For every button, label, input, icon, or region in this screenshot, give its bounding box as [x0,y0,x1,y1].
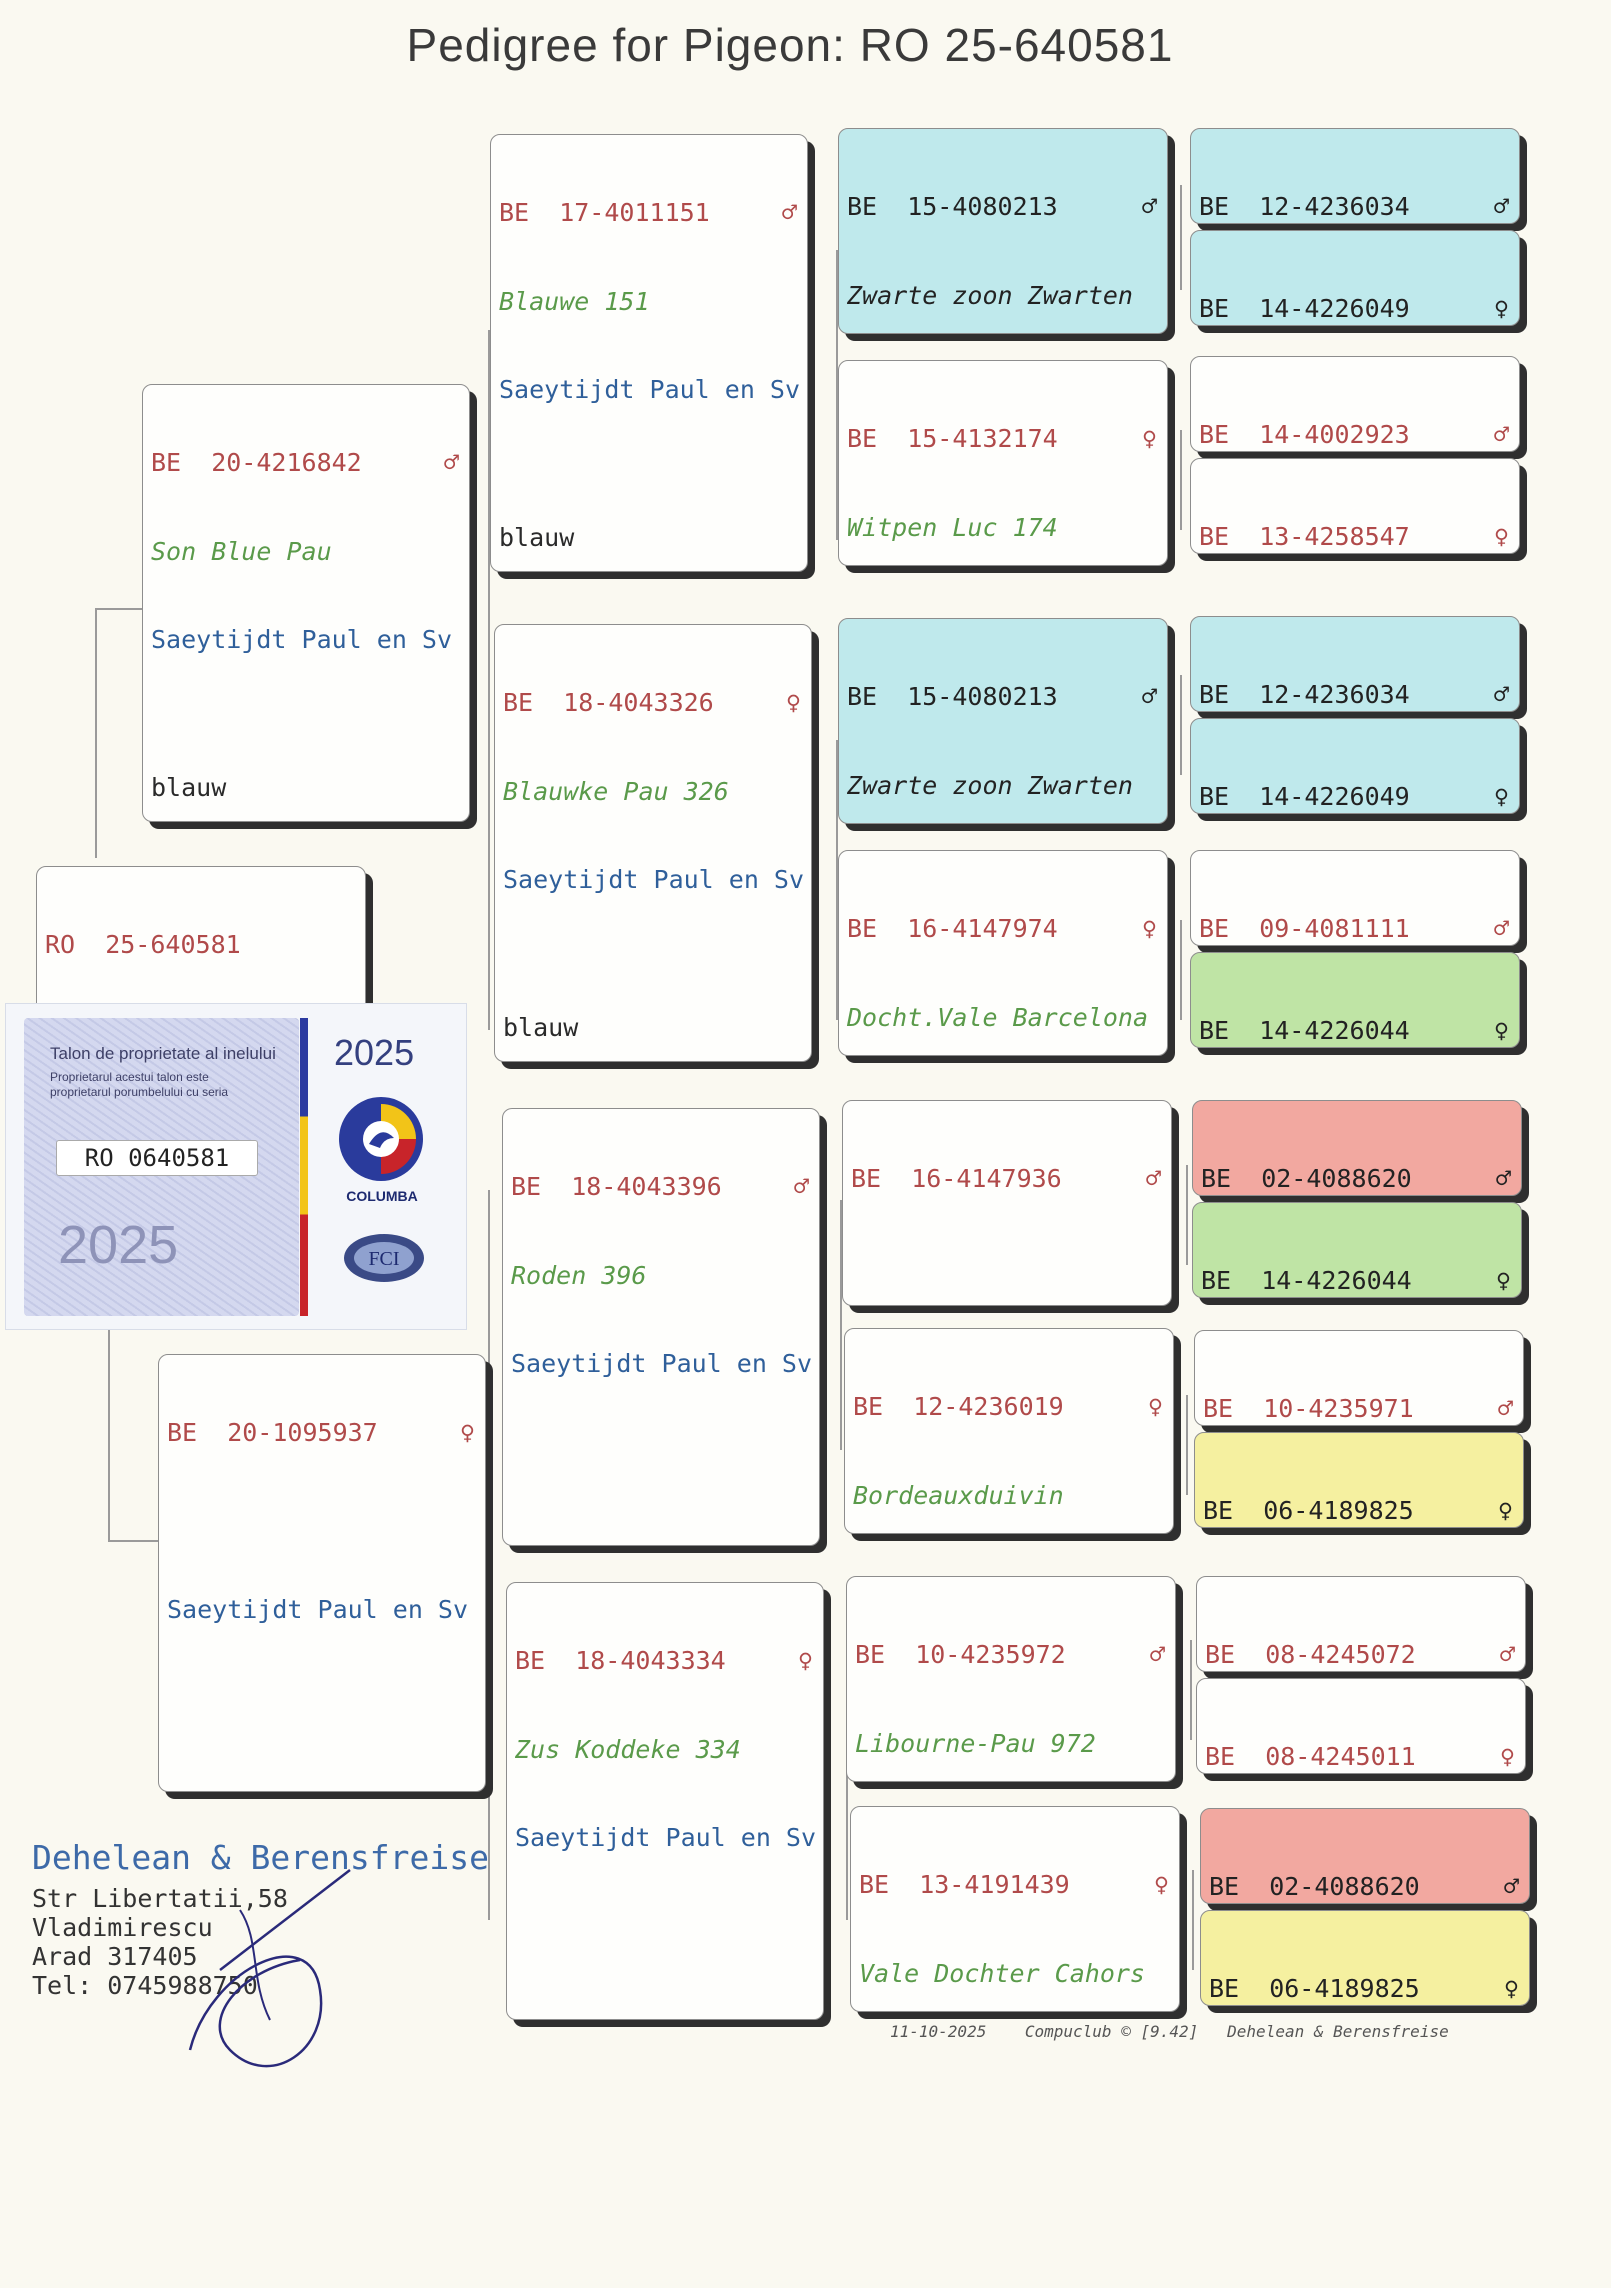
ring-number: BE 16-4147974 [847,914,1058,943]
pigeon-name: Zwarte zoon Zwarten [847,770,1133,800]
pigeon-name: Zwarte zoon Zwarten [847,280,1133,310]
talon-year: 2025 [334,1032,415,1073]
ancestor-card[interactable] [1192,1100,1522,1196]
female-icon: ♀ [1493,1016,1509,1045]
great-grandparent-card[interactable] [838,128,1168,334]
female-icon: ♀ [1495,1266,1511,1295]
owner-district: Vladimirescu [32,1913,213,1942]
ring-number: BE 02-4088620 [1201,1164,1412,1193]
pigeon-name [167,1507,477,1537]
print-footer [890,2022,1449,2041]
ring-number: BE 06-4189825 [1209,1974,1420,2003]
pigeon-name: Roden 396 [511,1260,647,1290]
breeder-name: Saeytijdt Paul en Sv [511,1349,813,1378]
ring-number: BE 09-4081111 [1199,914,1410,943]
male-icon: ♂ [1499,1640,1515,1669]
print-date: 11-10-2025 [890,2022,987,2041]
female-icon: ♀ [797,1646,813,1675]
ancestor-card[interactable] [1190,850,1520,946]
ring-number: BE 02-4088620 [1209,1872,1420,1901]
ring-number: BE 18-4043396 [511,1172,722,1201]
ring-number: BE 12-4236034 [1199,680,1410,709]
fci-text: FCI [368,1248,400,1270]
connector-line [1190,1640,1192,1740]
great-grandparent-card[interactable] [844,1328,1174,1534]
columba-label: COLUMBA [346,1188,418,1204]
pigeon-name: Libourne-Pau 972 [855,1728,1096,1758]
ring-number: BE 08-4245011 [1205,1742,1416,1771]
connector-line [1186,1165,1188,1265]
pedigree-notes [499,464,799,573]
male-icon: ♂ [1493,680,1509,709]
grandparent-card[interactable] [506,1582,824,2020]
page-title: Pedigree for Pigeon: RO 25-640581 [406,19,1174,71]
talon-ring-number: RO 0640581 [56,1140,258,1176]
ring-number: BE 13-4258547 [1199,522,1410,551]
grandparent-card[interactable] [502,1108,820,1546]
female-icon: ♀ [1497,1496,1513,1525]
pedigree-notes [503,954,803,1063]
dam-card[interactable] [158,1354,486,1792]
great-grandparent-card[interactable] [838,850,1168,1056]
connector-line [108,1540,158,1542]
great-grandparent-card[interactable] [842,1100,1172,1306]
ancestor-card[interactable] [1190,128,1520,224]
pigeon-name: Blauwke Pau 326 [503,776,729,806]
pigeon-name [851,1253,1163,1283]
female-icon: ♀ [1141,424,1157,453]
pigeon-name: Bordeauxduivin [853,1480,1064,1510]
sire-card[interactable] [142,384,470,822]
male-icon: ♂ [1145,1164,1161,1193]
ring-number: BE 14-4226049 [1199,294,1410,323]
pigeon-name: Son Blue Pau [151,536,332,566]
female-icon: ♀ [1493,782,1509,811]
connector-line [1180,430,1182,530]
ancestor-card[interactable] [1190,458,1520,554]
owner-phone: Tel: 0745988750 [32,1971,258,2000]
ring-number: BE 18-4043334 [515,1646,726,1675]
connector-line [95,608,97,858]
female-icon: ♀ [459,1418,475,1447]
ring-number: BE 20-1095937 [167,1418,378,1447]
handwritten-signature [150,1850,410,2110]
pigeon-name: Vale Dochter Cahors [859,1958,1145,1988]
software-credit: Compuclub © [9.42] [1024,2022,1199,2041]
pigeon-name: Zus Koddeke 334 [515,1734,741,1764]
ancestor-card[interactable] [1190,616,1520,712]
male-icon: ♂ [1503,1872,1519,1901]
ancestor-card[interactable] [1200,1808,1530,1904]
talon-text: Proprietarul acestui talon este proprietarul porumbelului cu seria [50,1070,229,1099]
great-grandparent-card[interactable] [850,1806,1180,2012]
connector-line [1180,920,1182,1020]
ancestor-card[interactable] [1190,230,1520,326]
male-icon: ♂ [1149,1640,1165,1669]
male-icon: ♂ [793,1172,809,1201]
male-icon: ♂ [1493,914,1509,943]
connector-line [108,1330,110,1540]
owner-name: Dehelean & Berensfreise [32,1838,489,1877]
owner-street: Str Libertatii,58 [32,1884,288,1913]
note-line: blauw [503,1012,579,1042]
pedigree-notes [515,1912,815,2021]
footer-owner: Dehelean & Berensfreise [1227,2022,1449,2041]
great-grandparent-card[interactable] [846,1576,1176,1782]
talon-title: Talon de proprietate al inelului [50,1044,276,1063]
female-icon: ♀ [1493,522,1509,551]
breeder-name: Saeytijdt Paul en Sv [503,865,805,894]
ancestor-card[interactable] [1190,356,1520,452]
male-icon: ♂ [1493,420,1509,449]
ring-number: BE 20-4216842 [151,448,362,477]
breeder-name: Saeytijdt Paul en Sv [151,625,453,654]
columba-logo-icon [336,1094,426,1184]
connector-line [1192,1870,1194,1970]
ancestor-card[interactable] [1196,1678,1526,1774]
grandparent-card[interactable] [494,624,812,1062]
ring-number: BE 17-4011151 [499,198,710,227]
great-grandparent-card[interactable] [838,618,1168,824]
breeder-name: Saeytijdt Paul en Sv [515,1823,817,1852]
male-icon: ♂ [781,198,797,227]
pedigree-notes [151,714,461,823]
male-icon: ♂ [443,448,459,477]
ring-number: BE 10-4235972 [855,1640,1066,1669]
ring-number: BE 16-4147936 [851,1164,1062,1193]
breeder-name: Saeytijdt Paul en Sv [499,375,801,404]
ring-number: BE 12-4236034 [1199,192,1410,221]
connector-line [1180,185,1182,290]
pigeon-name: Blauwe 151 [499,286,650,316]
note-line: blauw [151,772,227,802]
ring-number: BE 14-4226044 [1199,1016,1410,1045]
female-icon: ♀ [1153,1870,1169,1899]
female-icon: ♀ [1493,294,1509,323]
note-line [511,1497,811,1527]
ring-number: BE 06-4189825 [1203,1496,1414,1525]
fci-logo-icon [342,1232,426,1284]
ancestor-card[interactable] [1200,1910,1530,2006]
ring-number: BE 08-4245072 [1205,1640,1416,1669]
ancestor-card[interactable] [1192,1202,1522,1298]
ring-number: BE 10-4235971 [1203,1394,1414,1423]
subject-card[interactable] [36,866,366,1016]
male-icon: ♂ [1495,1164,1511,1193]
ring-number: BE 15-4080213 [847,192,1058,221]
female-icon: ♀ [1141,914,1157,943]
female-icon: ♀ [1147,1392,1163,1421]
ancestor-card[interactable] [1194,1432,1524,1528]
male-icon: ♂ [1493,192,1509,221]
pigeon-name: Docht.Vale Barcelona [847,1002,1149,1032]
ring-number: BE 15-4080213 [847,682,1058,711]
male-icon: ♂ [1141,682,1157,711]
breeder-name: Saeytijdt Paul en Sv [167,1595,469,1624]
ring-number: BE 13-4191439 [859,1870,1070,1899]
ring-number: BE 14-4002923 [1199,420,1410,449]
note-line [515,1971,815,2001]
connector-line [488,1190,490,1920]
connector-line [1186,1395,1188,1495]
pedigree-notes [511,1438,811,1547]
connector-line [1180,675,1182,775]
talon-year-watermark: 2025 [58,1215,179,1275]
ring-number: BE 15-4132174 [847,424,1058,453]
female-icon: ♀ [785,688,801,717]
owner-city: Arad 317405 [32,1942,198,1971]
female-icon: ♀ [1503,1974,1519,2003]
ring-number: BE 14-4226044 [1201,1266,1412,1295]
ring-number: BE 18-4043326 [503,688,714,717]
ring-number: BE 14-4226049 [1199,782,1410,811]
ancestor-card[interactable] [1190,952,1520,1048]
male-icon: ♂ [1497,1394,1513,1423]
great-grandparent-card[interactable] [838,360,1168,566]
flag-stripe [300,1018,308,1316]
female-icon: ♀ [1499,1742,1515,1771]
pigeon-name: Witpen Luc 174 [847,512,1058,542]
ancestor-card[interactable] [1190,718,1520,814]
male-icon: ♂ [1141,192,1157,221]
ancestor-card[interactable] [1194,1330,1524,1426]
pedigree-notes [167,1684,477,1793]
grandparent-card[interactable] [490,134,808,572]
ring-ownership-talon [6,1004,466,1329]
note-line [167,1743,477,1773]
ring-number: RO 25-640581 [45,930,241,959]
note-line: blauw [499,522,575,552]
ancestor-card[interactable] [1196,1576,1526,1672]
ring-number: BE 12-4236019 [853,1392,1064,1421]
connector-line [95,608,145,610]
